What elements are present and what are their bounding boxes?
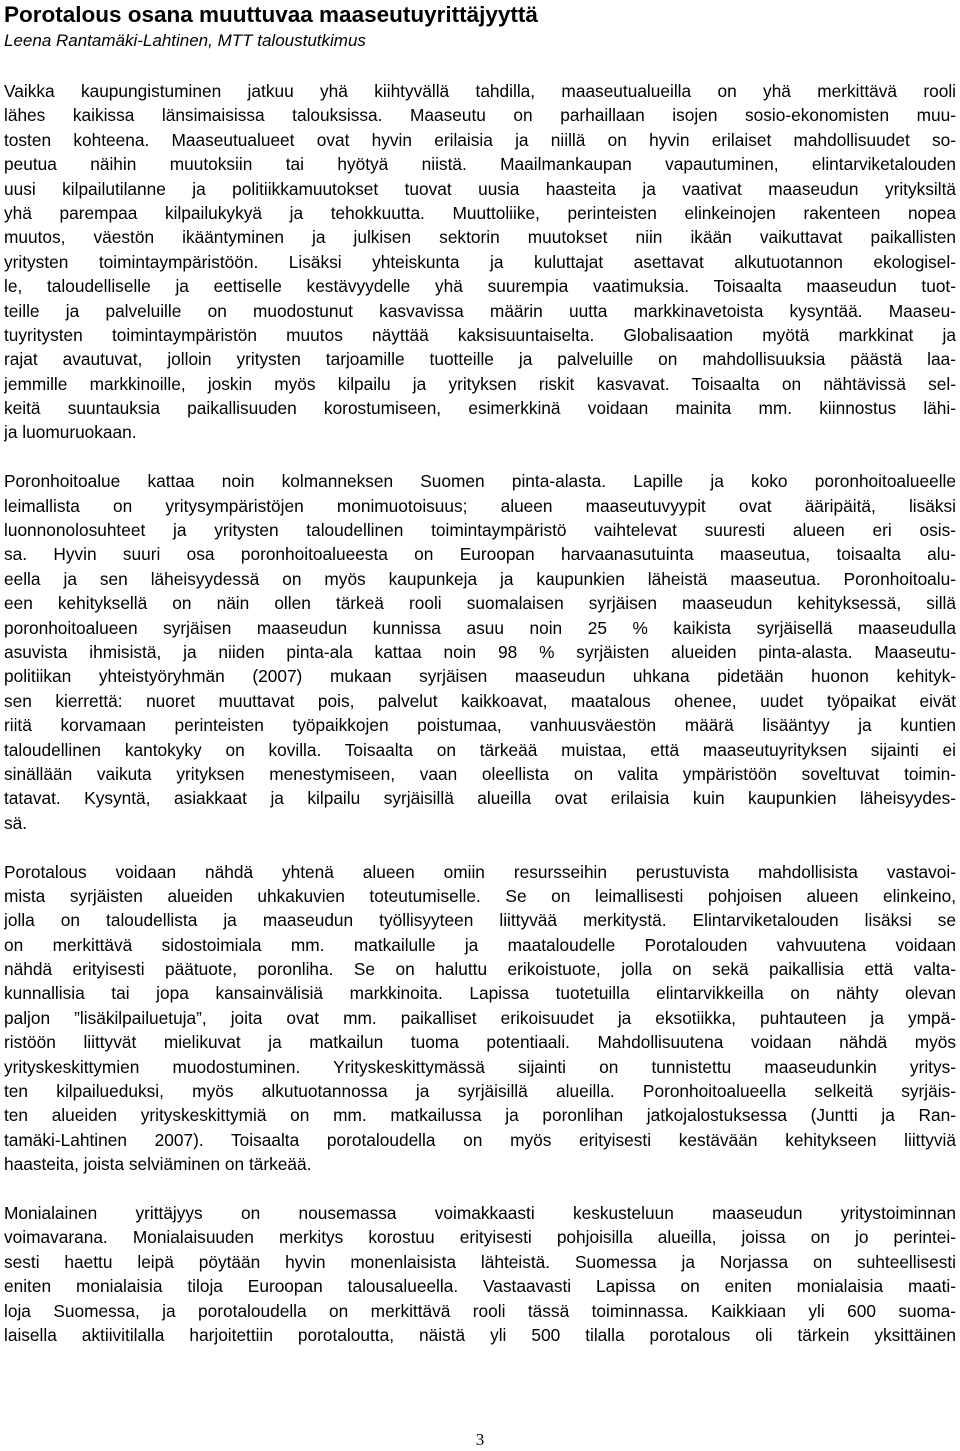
document-title: Porotalous osana muuttuvaa maaseutuyrittäjyyttä [4, 2, 538, 27]
text-line: een kehityksellä on näin ollen tärkeä rooli suomalaisen syrjäisen maaseudun kehityksessä, sillä [4, 593, 956, 614]
text-line: haasteita, joista selviäminen on tärkeää. [4, 1154, 312, 1175]
page-number: 3 [475, 1430, 485, 1449]
text-line: poronhoitoalueen syrjäisen maaseudun kunnissa asuu noin 25 % kaikista syrjäisellä maaseudulla [4, 617, 956, 638]
text-line: le, taloudelliselle ja eettiselle kestävyydelle yhä suurempia vaatimuksia. Toisaalta maaseudun tuot- [4, 276, 956, 297]
text-line: leimallista on yritysympäristöjen monimuotoisuus; alueen maaseutuvyypit ovat ääripäitä, lisäksi [4, 495, 956, 516]
paragraph [4, 469, 956, 835]
text-line: eniten monialaisia tiloja Euroopan talousalueella. Vastaavasti Lapissa on eniten monialaisia maati- [4, 1276, 956, 1297]
author-line: Leena Rantamäki-Lahtinen, MTT taloustutkimus [4, 31, 366, 50]
text-line: keitä suuntauksia paikallisuuden korostumiseen, esimerkkinä voidaan mainita mm. kiinnostus lähi- [4, 398, 956, 419]
paragraph-gap [4, 1177, 956, 1201]
text-line: yritysten toimintaympäristöön. Lisäksi yhteiskunta ja kuluttajat asettavat alkutuotannon ekologisel- [4, 251, 956, 272]
text-line: mista syrjäisten alueiden uhkakuvien toteutumiselle. Se on leimallisesti pohjoisen alueen elinkeino, [4, 885, 956, 906]
text-line: Poronhoitoalue kattaa noin kolmanneksen Suomen pinta-alasta. Lapille ja koko poronhoitoalueelle [4, 471, 956, 492]
paragraph [4, 1201, 956, 1347]
text-line: paljon ”lisäkilpailuetuja”, joita ovat mm. paikalliset erikoisuudet ja eksotiikka, puhtauteen ja ympä- [4, 1007, 956, 1028]
text-line: tuyritysten toimintaympäristön muutos näyttää kaksisuuntaiselta. Globalisaation myötä markkinat ja [4, 324, 956, 345]
text-line: uusi kilpailutilanne ja politiikkamuutokset tuovat uusia haasteita ja vaativat maaseudun yrityksiltä [4, 178, 956, 199]
text-line: tosten kohteena. Maaseutualueet ovat hyvin erilaisia ja niillä on hyvin erilaiset mahdollisuudet so- [4, 129, 956, 150]
text-line: Monialainen yrittäjyys on nousemassa voimakkaasti keskusteluun maaseudun yritystoiminnan [4, 1202, 956, 1223]
text-line: eella ja sen läheisyydessä on myös kaupunkeja ja kaupunkien läheistä maaseutua. Poronhoitoalu- [4, 568, 956, 589]
text-line: yrityskeskittymien muodostuminen. Yrityskeskittymässä sijainti on tunnistettu maaseudunkin yritys- [4, 1056, 956, 1077]
paragraph [4, 860, 956, 1177]
text-line: politiikan yhteistyöryhmän (2007) mukaan syrjäisen maaseudun uhkana pidetään huonon kehityk- [4, 666, 956, 687]
paragraph-gap [4, 445, 956, 469]
text-line: ristöön liittyvät mielikuvat ja matkailun tuoma potentiaali. Mahdollisuutena voidaan nähdä myös [4, 1032, 956, 1053]
text-line: sa. Hyvin suuri osa poronhoitoalueesta on Euroopan harvaanasutuinta maaseutua, toisaalta alu- [4, 544, 956, 565]
text-line: taloudellinen kantokyky on kovilla. Toisaalta on tärkeää muistaa, että maaseutuyrityksen sijainti ei [4, 739, 956, 760]
text-line: yhä parempaa kilpailukykyä ja tehokkuutta. Muuttoliike, perinteisten elinkeinojen rakenteen nopea [4, 202, 956, 223]
body-text [4, 79, 956, 1347]
text-line: Vaikka kaupungistuminen jatkuu yhä kiihtyvällä tahdilla, maaseutualueilla on yhä merkittävä rooli [4, 81, 956, 101]
text-line: muutos, väestön ikääntyminen ja julkisen sektorin muutokset niin ikään vaikuttavat paikallisten [4, 227, 956, 248]
text-line: jemmille markkinoille, joskin myös kilpailu ja yrityksen riskit kasvavat. Toisaalta on nähtävissä sel- [4, 373, 956, 394]
text-line: loja Suomessa, ja porotaloudella on merkittävä rooli tässä toiminnassa. Kaikkiaan yli 600 suoma- [4, 1300, 956, 1321]
text-line: tatavat. Kysyntä, asiakkaat ja kilpailu syrjäisillä alueilla ovat erilaisia kuin kaupunkien läheisyydes- [4, 788, 956, 809]
text-line: sä. [4, 812, 28, 833]
paragraph-gap [4, 835, 956, 859]
text-line: ja luomuruokaan. [4, 422, 137, 443]
text-line: tamäki-Lahtinen 2007). Toisaalta porotaloudella on myös erityisesti kestävään kehitykseen liittyviä [4, 1129, 956, 1150]
paragraph [4, 79, 956, 445]
text-line: luonnonolosuhteet ja yritysten taloudellinen toimintaympäristö vaihtelevat suuresti alueen eri osis- [4, 520, 956, 541]
text-line: ten kilpailueduksi, myös alkutuotannossa ja syrjäisillä alueilla. Poronhoitoalueella selkeitä syrjäis- [4, 1081, 956, 1102]
text-line: asuvista ihmisistä, ja niiden pinta-ala kattaa noin 98 % syrjäisten alueiden pinta-alasta. Maaseutu- [4, 641, 956, 662]
text-line: nähdä erityisesti päätuote, poronliha. Se on haluttu erikoistuote, jolla on sekä paikallisia että valta- [4, 959, 956, 980]
text-line: sen kierrettä: nuoret muuttavat pois, palvelut kaikkoavat, maatalous ohenee, uudet työpaikat eivät [4, 690, 956, 711]
text-line: voimavarana. Monialaisuuden merkitys korostuu erityisesti pohjoisilla alueilla, joissa on jo perintei- [4, 1227, 956, 1248]
text-line: sinällään vaikuta yrityksen menestymiseen, vaan oleellista on valita ympäristöön soveltuvat toimin- [4, 763, 956, 784]
text-line: riitä korvamaan perinteisten työpaikkojen poistumaa, vanhuusväestön määrä lisääntyy ja kuntien [4, 715, 956, 736]
document-page [4, 0, 956, 1347]
text-line: peutua näihin muutoksiin tai hyötyä niistä. Maailmankaupan vapautuminen, elintarviketalouden [4, 154, 956, 175]
text-line: ten alueiden yrityskeskittymiä on mm. matkailussa ja poronlihan jatkojalostuksessa (Juntti ja Ran- [4, 1105, 956, 1126]
text-line: on merkittävä sidostoimiala mm. matkailulle ja maataloudelle Porotalouden vahvuutena voidaan [4, 934, 956, 955]
text-line: rajat avautuvat, jolloin yritysten tarjoamille tuotteille ja palveluille on mahdollisuuksia päästä laa- [4, 349, 956, 370]
text-line: Porotalous voidaan nähdä yhtenä alueen omiin resursseihin perustuvista mahdollisista vastavoi- [4, 861, 956, 882]
text-line: jolla on taloudellista ja maaseudun työllisyyteen liittyvää merkitystä. Elintarviketalouden lisäksi se [4, 910, 956, 931]
text-line: teille ja palveluille on muodostunut kasvavissa määrin uutta markkinavetoista kysyntää. Maaseu- [4, 300, 956, 321]
text-line: lähes kaikissa länsimaisissa talouksissa. Maaseutu on parhaillaan isojen sosio-ekonomisten muu- [4, 105, 956, 126]
text-line: laisella aktiivitilalla harjoitettiin porotaloutta, näistä yli 500 tilalla porotalous oli tärkein yksittäinen [4, 1324, 956, 1345]
text-line: kunnallisia tai jopa kansainvälisiä markkinoita. Lapissa tuotetuilla elintarvikkeilla on nähty olevan [4, 983, 956, 1004]
text-line: sesti haettu leipä pöytään hyvin monenlaisista lähteistä. Suomessa ja Norjassa on suhteellisesti [4, 1251, 956, 1272]
